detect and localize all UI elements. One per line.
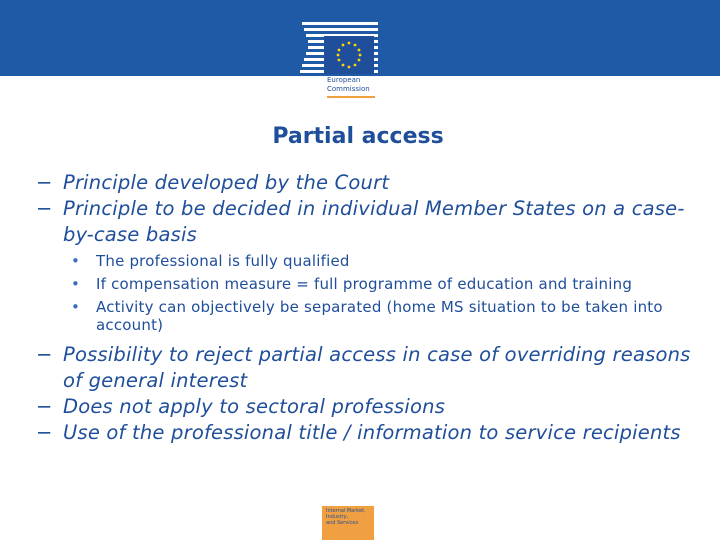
bullet-marker: • xyxy=(71,275,81,293)
sub-point-text: If compensation measure = full programme of education and training xyxy=(96,275,633,293)
point-3 xyxy=(36,342,696,394)
point-text: Possibility to reject partial access in case of overriding reasons of general interest xyxy=(63,343,691,392)
sub-point-list xyxy=(63,252,696,334)
point-text: Use of the professional title / information to service recipients xyxy=(63,421,681,444)
footer-dg-badge xyxy=(322,506,374,540)
dash-marker: − xyxy=(36,421,53,444)
sub-point-2 xyxy=(63,275,696,293)
slide-title: Partial access xyxy=(272,124,444,149)
footer-line-2: Industry, xyxy=(326,514,349,520)
sub-point-1 xyxy=(63,252,696,270)
main-point-list xyxy=(36,170,696,446)
footer-label xyxy=(326,508,372,526)
footer-line-3: and Services xyxy=(326,520,359,526)
bullet-marker: • xyxy=(71,298,81,316)
sub-point-text: Activity can objectively be separated (home MS situation to be taken into account) xyxy=(96,298,663,334)
point-text: Does not apply to sectoral professions xyxy=(63,395,446,418)
dash-marker: − xyxy=(36,197,53,220)
point-2 xyxy=(36,196,696,334)
dash-marker: − xyxy=(36,395,53,418)
sub-point-text: The professional is fully qualified xyxy=(96,252,350,270)
point-5 xyxy=(36,420,696,446)
point-4 xyxy=(36,394,696,420)
point-text: Principle developed by the Court xyxy=(63,171,390,194)
logo-line-1: European xyxy=(327,76,361,84)
dash-marker: − xyxy=(36,343,53,366)
logo-line-2: Commission xyxy=(327,85,370,93)
logo-underline xyxy=(327,96,375,98)
logo-text xyxy=(327,76,387,94)
point-1 xyxy=(36,170,696,196)
bullet-marker: • xyxy=(71,252,81,270)
dash-marker: − xyxy=(36,171,53,194)
point-text: Principle to be decided in individual Member States on a case-by-case basis xyxy=(63,197,685,246)
footer-line-1: Internal Market, xyxy=(326,508,366,514)
sub-point-3 xyxy=(63,298,696,334)
